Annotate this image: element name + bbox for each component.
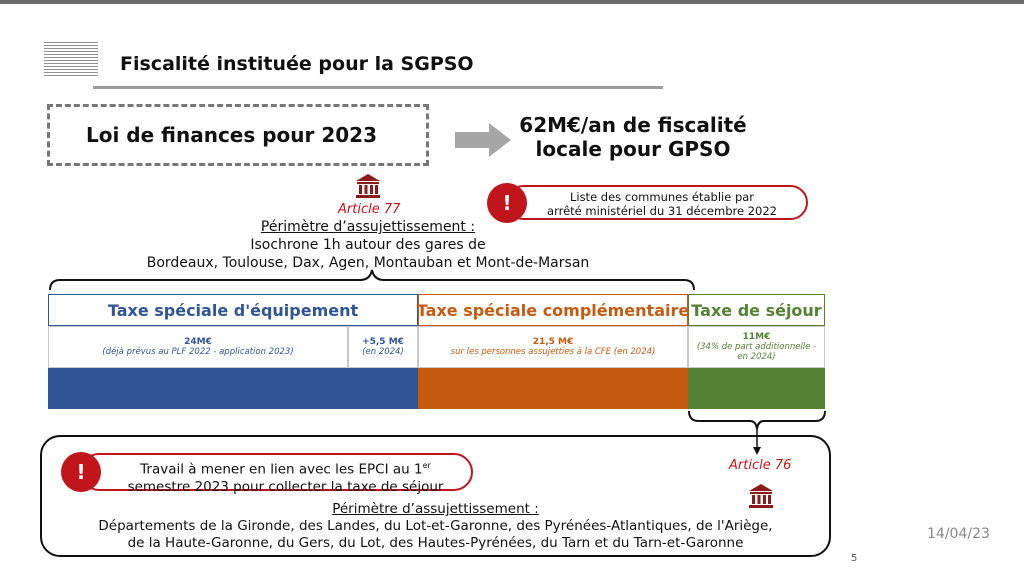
slide-title: Fiscalité instituée pour la SGPSO: [120, 53, 474, 75]
tsc-cell: [418, 326, 688, 368]
ts-header: Taxe de séjour: [688, 294, 825, 326]
tse-extra-cell: [348, 326, 418, 368]
tsc-header: Taxe spéciale complémentaire: [418, 294, 688, 326]
tsc-color-bar: [418, 368, 688, 409]
alert-pill-bottom: [80, 453, 473, 495]
perimetre-bottom-heading: Périmètre d’assujettissement :: [332, 501, 539, 517]
tse-main-value: 24M€: [184, 337, 212, 347]
alert-icon: !: [487, 183, 527, 223]
alert-bottom-sup: er: [422, 461, 431, 470]
perimetre-top-line2: Bordeaux, Toulouse, Dax, Agen, Montauban et Mont-de-Marsan: [146, 255, 590, 271]
headline-line1: 62M€/an de fiscalité: [519, 113, 747, 137]
tse-extra-note: (en 2024): [362, 347, 404, 357]
perimetre-top-heading: Périmètre d’assujettissement :: [260, 219, 476, 235]
top-border: [0, 0, 1024, 4]
ts-note-line1: (34% de part additionnelle -: [696, 342, 817, 352]
tse-color-bar: [48, 368, 418, 409]
tse-main-note: (déjà prévus au PLF 2022 - application 2023): [102, 347, 294, 357]
loi-de-finances-box: [47, 104, 429, 166]
bracket-top: [48, 268, 696, 292]
ts-value: 11M€: [742, 332, 771, 342]
tse-header: Taxe spéciale d'équipement: [48, 294, 418, 326]
page-number: 5: [851, 553, 858, 564]
alert-icon: !: [61, 452, 101, 492]
alert-bottom-line1: [104, 457, 467, 479]
perimetre-bottom-line1: Départements de la Gironde, des Landes, du Lot-et-Garonne, des Pyrénées-Atlantiques, de l'Ariège,: [98, 518, 773, 534]
tse-main-cell: [48, 326, 348, 368]
alert-pill-top: [506, 185, 808, 220]
title-underline: [93, 86, 663, 89]
ts-color-bar: [688, 368, 825, 409]
alert-bottom-line2: semestre 2023 pour collecter la taxe de séjour: [127, 478, 444, 495]
ts-note-line2: en 2024): [737, 352, 776, 362]
tse-extra-value: +5,5 M€: [362, 337, 404, 347]
logo: [44, 40, 98, 76]
article-76-label: Article 76: [729, 458, 792, 473]
tsc-note: sur les personnes assujetties à la CFE (en 2024): [450, 347, 656, 357]
bank-icon: [355, 173, 381, 199]
alert-top-line2: arrêté ministériel du 31 décembre 2022: [547, 204, 777, 218]
loi-label: Loi de finances pour 2023: [86, 123, 378, 147]
alert-top-line1: Liste des communes établie par: [569, 190, 755, 204]
tsc-value: 21,5 M€: [532, 337, 574, 347]
perimetre-bottom-line2: de la Haute-Garonne, du Gers, du Lot, des Hautes-Pyrénées, du Tarn et du Tarn-et-Garonne: [127, 535, 744, 551]
headline-line2: locale pour GPSO: [535, 137, 731, 161]
perimetre-bottom: [42, 501, 829, 552]
perimetre-top: [130, 218, 606, 272]
slide-date: 14/04/23: [927, 526, 990, 542]
headline: [498, 113, 768, 161]
ts-cell: [688, 326, 825, 368]
article-77-label: Article 77: [338, 202, 401, 217]
alert-bottom-line1-text: Travail à mener en lien avec les EPCI au 1: [140, 461, 423, 478]
perimetre-top-line1: Isochrone 1h autour des gares de: [250, 237, 486, 253]
